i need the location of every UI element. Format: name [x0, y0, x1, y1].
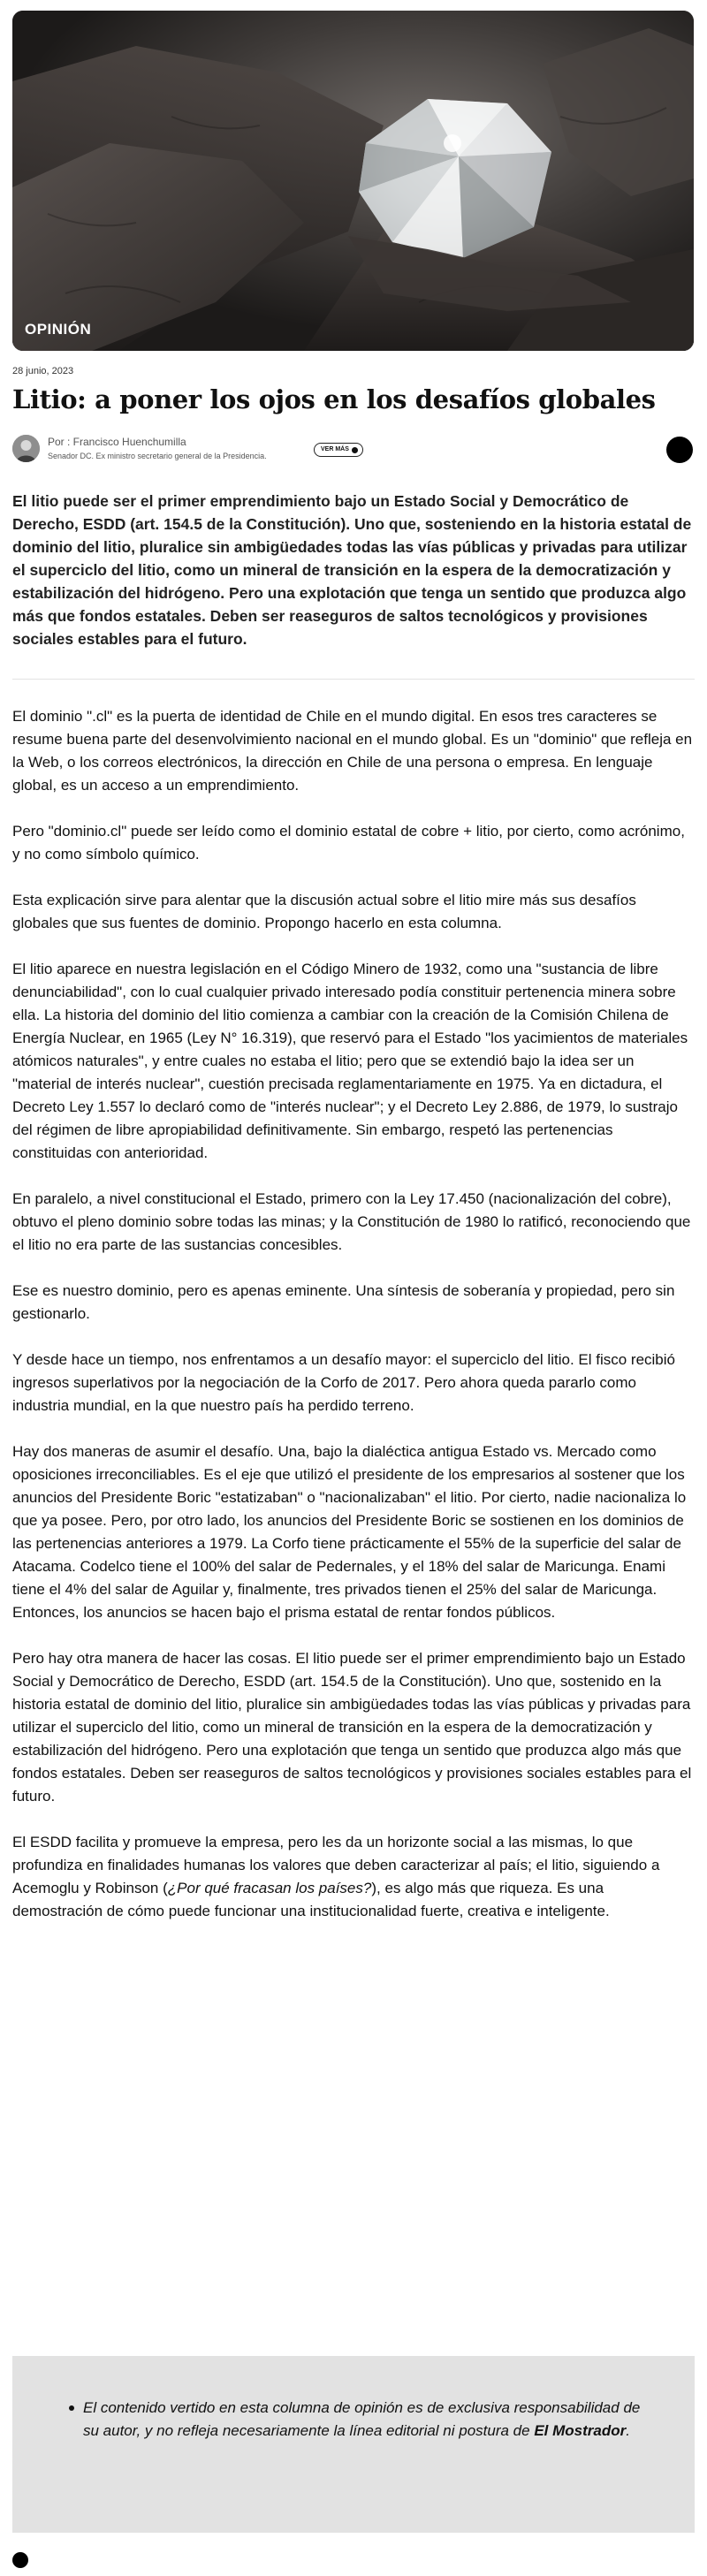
publish-date: 28 junio, 2023: [12, 366, 74, 376]
disclaimer-box: [12, 2356, 695, 2533]
share-icon[interactable]: [666, 437, 693, 463]
bottom-indicator-icon[interactable]: [12, 2552, 28, 2568]
body-paragraph: Pero "dominio.cl" puede ser leído como el dominio estatal de cobre + litio, por cierto, como acrónimo, y no como símbolo químico.: [12, 823, 685, 862]
disclaimer-item: [69, 2397, 642, 2443]
last-paragraph-start: El ESDD facilita y promueve la empresa, pero les da un horizonte social a las mismas, lo que profundiza en finalidades humanas los valores que deben caracterizar al país; el litio, siguiendo a Acemoglu y Robinson (: [12, 1834, 660, 1896]
body-paragraph: El dominio ".cl" es la puerta de identidad de Chile en el mundo digital. En esos tres caracteres se resume buena parte del desenvolvimiento nacional en el mundo global. Es un "dominio" que refleja en la Web, o los correos electrónicos, la dirección en Chile de una persona o empresa. En lenguaje global, es un acceso a un emprendimiento.: [12, 708, 693, 794]
body-paragraph: El litio aparece en nuestra legislación en el Código Minero de 1932, como una "sustancia de libre denunciabilidad", con lo cual cualquier privado interesado podía constituir pertenencia minera sobre ella. La historia del dominio del litio comienza a cambiar con la creación de la Comisión Chilena de Energía Nuclear, en 1965 (Ley N° 16.319), que reservó para el Estado "los yacimientos de materiales atómicos naturales", y entre cuales no estaba el litio; pero que se extendió bajo la idea ser un "material de interés nuclear", cuestión precisada reglamentariamente en 1975. Ya en dictadura, el Decreto Ley 1.557 lo declaró como de "interés nuclear"; y el Decreto Ley 2.886, de 1979, lo sustrajo del régimen de libre apropiabilidad definitivamente. Sin embargo, respetó las pertenencias constituidas con anterioridad.: [12, 961, 688, 1161]
body-paragraph: Ese es nuestro dominio, pero es apenas eminente. Una síntesis de soberanía y propiedad, pero sin gestionarlo.: [12, 1282, 675, 1322]
body-paragraph: Hay dos maneras de asumir el desafío. Una, bajo la dialéctica antigua Estado vs. Mercado como oposiciones irreconciliables. Es el eje que utilizó el presidente de los empresarios al sostener que los anuncios del Presidente Boric "estatizaban" o "nacionalizaban" el litio. Por cierto, nadie nacionaliza lo que ya posee. Pero, por otro lado, los anuncios del Presidente Boric se sostienen en los dominios de las pertenencias anteriores a 1979. La Corfo tiene prácticamente el 55% de la superficie del salar de Atacama. Codelco tiene el 100% del salar de Pedernales, y el 18% del salar de Maricunga. Enami tiene el 4% del salar de Aguilar y, finalmente, tres privados tienen el 25% del salar de Maricunga. Entonces, los anuncios se hacen bajo el prisma estatal de rentar fondos públicos.: [12, 1443, 687, 1621]
article-title: Litio: a poner los ojos en los desafíos globales: [12, 384, 656, 414]
body-paragraph: Pero hay otra manera de hacer las cosas. El litio puede ser el primer emprendimiento bajo un Estado Social y Democrático de Derecho, ESDD (art. 154.5 de la Constitución). Uno que, sostenido en la historia estatal de dominio del litio, pluralice sin ambigüedades todas las vías públicas y privadas para utilizar el superciclo del litio, como un mineral de transición en la espera de la democratización y estabilización del hidrógeno. Pero una explotación que tenga un sentido que produzca algo más que fondos estatales. Deben ser reaseguros de saltos tecnológicos y provisiones sociales estables para el futuro.: [12, 1650, 692, 1805]
disclaimer-end: .: [626, 2422, 630, 2439]
ver-mas-button[interactable]: [314, 443, 363, 457]
section-badge[interactable]: OPINIÓN: [25, 321, 92, 338]
author-avatar[interactable]: [12, 435, 40, 462]
byline: [12, 433, 695, 468]
body-paragraph: Esta explicación sirve para alentar que la discusión actual sobre el litio mire más sus desafíos globales que sus fuentes de dominio. Propongo hacerlo en esta columna.: [12, 892, 636, 931]
author-name[interactable]: Por : Francisco Huenchumilla: [48, 436, 186, 448]
body-paragraph: Y desde hace un tiempo, nos enfrentamos a un desafío mayor: el superciclo del litio. El fisco recibió ingresos superlativos por la negociación de la Corfo de 2017. Pero ahora queda pararlo como industria mundial, en la que nuestro país ha perdido terreno.: [12, 1351, 675, 1414]
lithium-crystal-illustration: [12, 11, 694, 351]
arrow-circle-icon: [352, 447, 358, 453]
disclaimer-text: El contenido vertido en esta columna de opinión es de exclusiva responsabilidad de su autor, y no refleja necesariamente la línea editorial ni postura de: [83, 2399, 641, 2439]
hero-image: [12, 11, 694, 351]
person-icon: [12, 435, 40, 462]
publication-name: El Mostrador: [534, 2422, 627, 2439]
last-paragraph-end: ), es algo más que riqueza. Es una demostración de cómo puede funcionar una institucionalidad fuerte, creativa e inteligente.: [12, 1880, 610, 1919]
book-title: ¿Por qué fracasan los países?: [167, 1880, 372, 1896]
article-lead: El litio puede ser el primer emprendimiento bajo un Estado Social y Democrático de Derecho, ESDD (art. 154.5 de la Constitución). Uno que, sosteniendo en la historia estatal de dominio del litio, pluralice sin ambigüedades todas las vías públicas y privadas para utilizar el superciclo del litio, como un mineral de transición en la espera de la democratización y estabilización del hidrógeno. Pero una explotación que tenga un sentido que produzca algo más que fondos estatales. Deben ser reaseguros de saltos tecnológicos y provisiones sociales estables para el futuro.: [12, 492, 692, 648]
divider: [12, 679, 695, 680]
body-paragraph-last: [12, 1831, 695, 1923]
body-paragraph: En paralelo, a nivel constitucional el Estado, primero con la Ley 17.450 (nacionalización del cobre), obtuvo el pleno dominio sobre todas las minas; y la Constitución de 1980 lo ratificó, reconociendo que el litio no era parte de las sustancias concesibles.: [12, 1190, 691, 1253]
author-role: Senador DC. Ex ministro secretario general de la Presidencia.: [48, 452, 267, 460]
article-body: [12, 705, 695, 1946]
ver-mas-label: VER MÁS: [321, 446, 349, 452]
